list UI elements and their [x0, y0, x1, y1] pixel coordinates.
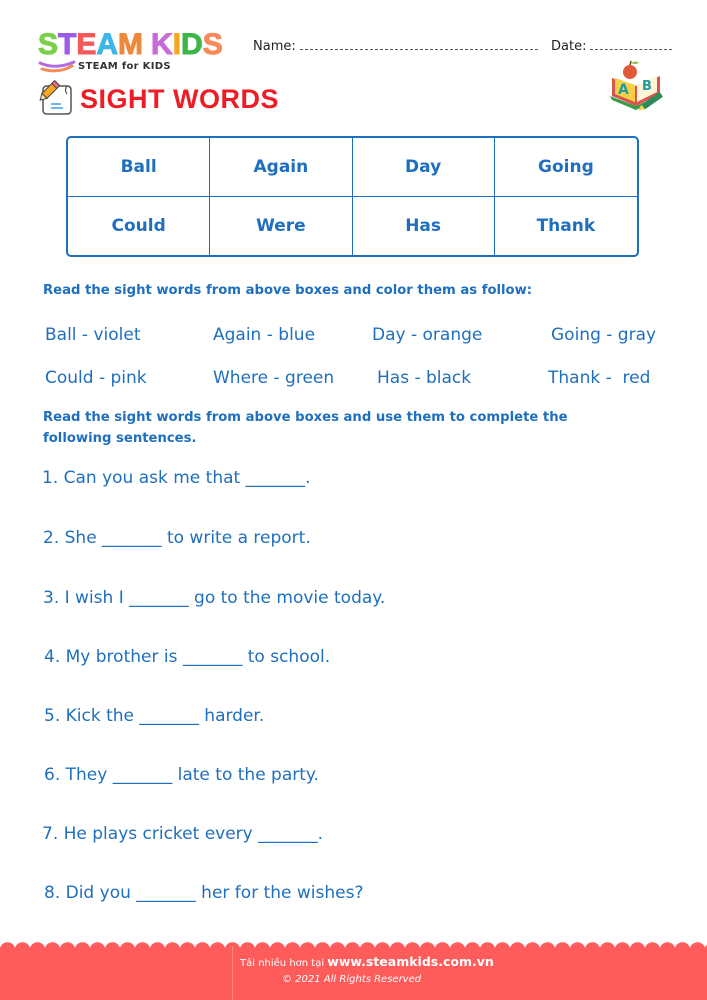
word-cell: Could	[68, 197, 210, 256]
color-instruction-item: Could - pink	[45, 368, 147, 388]
color-instruction: Read the sight words from above boxes and color them as follow:	[43, 283, 533, 298]
date-label: Date:	[551, 39, 587, 54]
logo-letter: A	[96, 28, 119, 61]
logo-letter: T	[58, 28, 77, 61]
logo-letter: M	[118, 28, 144, 61]
sight-words-table	[66, 136, 639, 257]
fill-in-sentence: 7. He plays cricket every _______.	[42, 824, 324, 844]
color-instruction-item: Again - blue	[213, 325, 316, 345]
logo-letter: K	[151, 28, 173, 61]
fill-in-sentence: 3. I wish I _______ go to the movie today.	[43, 588, 386, 608]
name-field[interactable]	[253, 39, 538, 54]
name-label: Name:	[253, 39, 296, 54]
logo-subtitle: STEAM for KIDS	[78, 61, 171, 72]
logo-letter: D	[181, 28, 203, 61]
logo-letter: S	[202, 28, 223, 61]
color-instruction-item: Thank - red	[548, 368, 651, 388]
steam-kids-logo	[38, 30, 238, 74]
color-instruction-item: Where - green	[213, 368, 335, 388]
fill-in-sentence: 4. My brother is _______ to school.	[44, 647, 331, 667]
word-cell: Going	[495, 138, 637, 197]
abc-book-icon	[606, 58, 666, 114]
logo-swoosh-icon	[38, 60, 78, 74]
fill-in-sentence: 6. They _______ late to the party.	[44, 765, 319, 785]
word-cell: Has	[353, 197, 495, 256]
date-field[interactable]	[551, 39, 672, 54]
svg-text:A: A	[618, 82, 629, 98]
word-cell: Again	[210, 138, 352, 197]
fill-in-sentence: 5. Kick the _______ harder.	[44, 706, 265, 726]
color-instruction-item: Has - black	[377, 368, 472, 388]
logo-letter: S	[38, 28, 59, 61]
date-blank-line[interactable]	[590, 40, 672, 50]
word-cell: Ball	[68, 138, 210, 197]
page-title: SIGHT WORDS	[80, 84, 279, 114]
pencil-paper-icon	[37, 80, 73, 116]
name-blank-line[interactable]	[300, 40, 538, 50]
fill-in-sentence: 1. Can you ask me that _______.	[42, 468, 311, 488]
color-instruction-item: Ball - violet	[45, 325, 141, 345]
logo-letter: E	[76, 28, 97, 61]
logo-wordmark	[38, 30, 223, 60]
sentence-instruction: Read the sight words from above boxes and use them to complete the following sentences.	[43, 410, 568, 446]
word-cell: Thank	[536, 215, 596, 236]
logo-letter: I	[172, 28, 182, 61]
footer	[0, 942, 707, 1000]
footer-download-text	[240, 954, 494, 969]
word-cell: Were	[210, 197, 352, 256]
color-instruction-item: Day - orange	[372, 325, 483, 345]
footer-download-prefix: Tải nhiều hơn tại	[240, 958, 328, 969]
color-instruction-item: Going - gray	[551, 325, 657, 345]
footer-copyright: © 2021 All Rights Reserved	[282, 974, 422, 985]
fill-in-sentence: 2. She _______ to write a report.	[43, 528, 311, 548]
footer-divider	[232, 946, 233, 1000]
footer-website-link[interactable]: www.steamkids.com.vn	[327, 954, 494, 969]
svg-text:B: B	[642, 79, 652, 94]
word-cell: Day	[353, 138, 495, 197]
fill-in-sentence: 8. Did you _______ her for the wishes?	[44, 883, 364, 903]
